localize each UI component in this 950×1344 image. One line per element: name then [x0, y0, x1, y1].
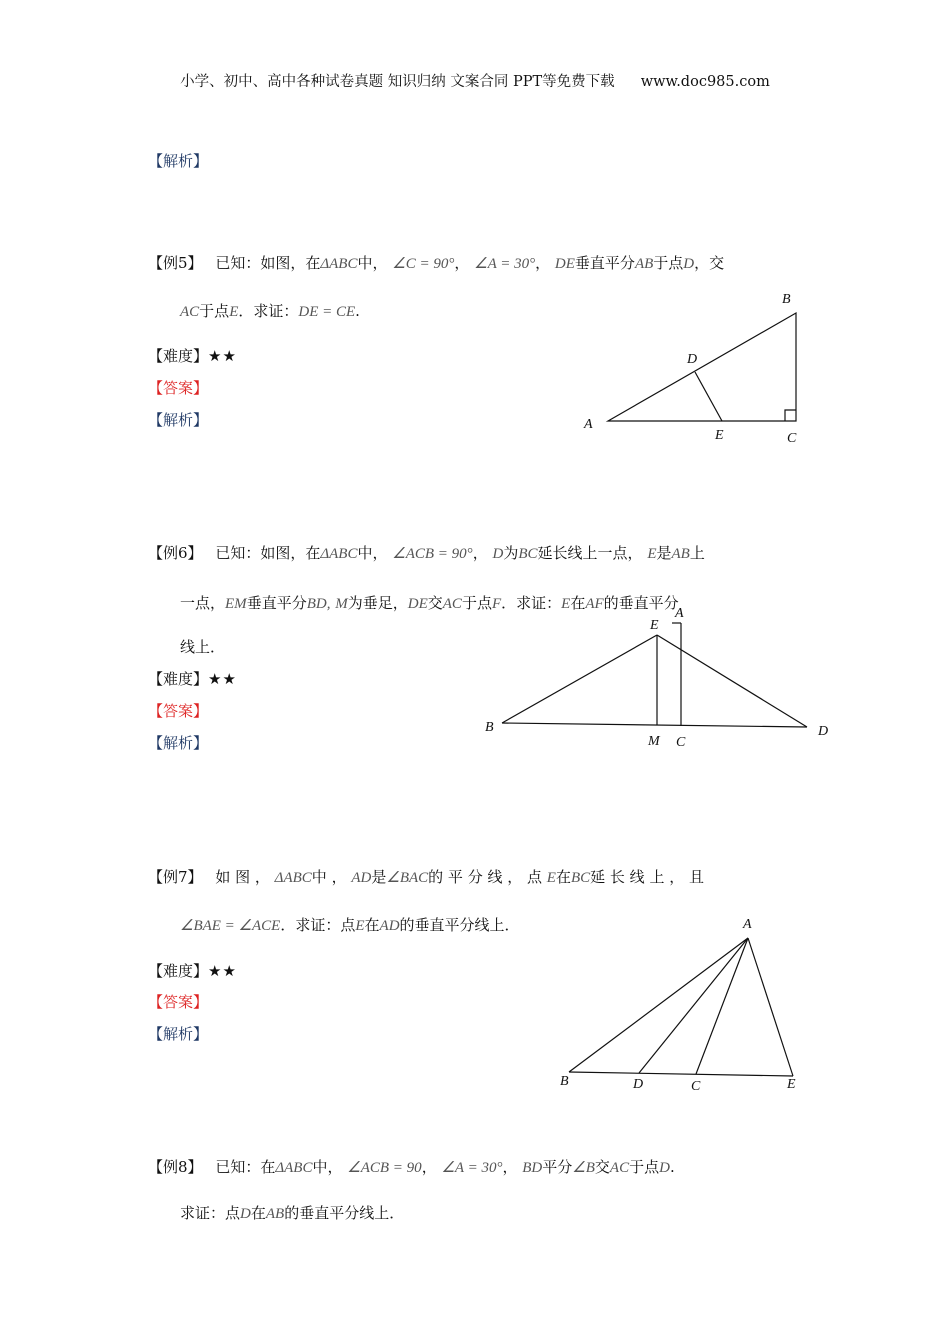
ex6-point-a: A: [675, 606, 684, 621]
ex5-point-b: B: [782, 292, 791, 307]
ex7-point-c: C: [691, 1079, 701, 1094]
page-header: [0, 70, 950, 91]
ex6-answer-label: 【答案】: [148, 702, 209, 720]
ex7-answer-label: 【答案】: [148, 993, 209, 1011]
ex5-point-e: E: [715, 428, 724, 443]
ex7-line2: ∠BAE = ∠ACE．求证：点E在AD的垂直平分线上．: [180, 916, 520, 934]
ex5-answer-label: 【答案】: [148, 379, 209, 397]
difficulty-stars: ★★: [208, 962, 237, 980]
ex7-point-b: B: [560, 1074, 569, 1089]
ex7-segment-ab: [569, 938, 748, 1072]
ex6-point-b: B: [485, 720, 494, 735]
ex5-point-d: D: [687, 352, 698, 367]
ex5-segment-de: [695, 372, 722, 421]
ex7-analysis-label: 【解析】: [148, 1025, 209, 1043]
ex7-point-d: D: [633, 1077, 644, 1092]
ex7-segment-ae: [748, 938, 793, 1076]
ex6-analysis-label: 【解析】: [148, 734, 209, 752]
ex5-figure: [570, 285, 820, 450]
ex6-segment-ed: [657, 635, 807, 727]
ex6-figure: [480, 605, 835, 750]
ex5-right-angle-mark: [785, 410, 796, 421]
ex5-point-c: C: [787, 431, 797, 446]
ex7-line1: 【例7】 如 图 ， ΔABC中 ， AD是∠BAC的 平 分 线 ， 点 E在BC延 长 线 上 ， 且: [148, 868, 704, 886]
ex7-line-be: [569, 1072, 793, 1076]
ex6-line1: 【例6】 已知：如图，在ΔABC中， ∠ACB = 90°， D为BC延长线上一点， E是AB上: [148, 544, 705, 562]
difficulty-stars: ★★: [208, 347, 237, 365]
ex6-point-d: D: [818, 724, 829, 739]
ex6-point-c: C: [676, 735, 686, 750]
ex5-triangle: [608, 313, 796, 421]
ex6-point-e: E: [650, 618, 659, 633]
analysis-label-top: 【解析】: [148, 152, 209, 170]
ex6-line3: 线上．: [180, 638, 226, 656]
ex6-difficulty: 【难度】★★: [148, 670, 237, 688]
ex7-point-e: E: [787, 1077, 796, 1092]
ex7-difficulty: 【难度】★★: [148, 962, 237, 980]
ex8-tag: 【例8】: [148, 1158, 203, 1176]
ex8-line1: 【例8】 已知：在ΔABC中， ∠ACB = 90， ∠A = 30°， BD平分∠B交AC于点D.: [148, 1158, 675, 1176]
ex7-segment-ad: [639, 938, 748, 1073]
ex8-line2: 求证：点D在AB的垂直平分线上．: [180, 1204, 405, 1222]
ex7-figure: [555, 910, 815, 1095]
ex7-tag: 【例7】: [148, 868, 203, 886]
ex6-point-m: M: [648, 734, 660, 749]
ex6-line2: 一点，EM垂直平分BD, M为垂足，DE交AC于点F．求证：E在AF的垂直平分: [180, 594, 679, 612]
ex5-line1: 【例5】 已知：如图，在ΔABC中， ∠C = 90°， ∠A = 30°， DE垂直平分AB于点D，交: [148, 254, 725, 272]
ex5-tag: 【例5】: [148, 254, 203, 272]
ex7-segment-ac: [696, 938, 748, 1074]
ex7-point-a: A: [743, 917, 752, 932]
ex5-line2: AC于点E．求证：DE = CE.: [180, 302, 360, 320]
ex5-point-a: A: [584, 417, 593, 432]
difficulty-stars: ★★: [208, 670, 237, 688]
ex6-line-bd: [502, 723, 807, 727]
ex5-difficulty: 【难度】★★: [148, 347, 237, 365]
ex5-analysis-label: 【解析】: [148, 411, 209, 429]
header-url: www.doc985.com: [640, 74, 770, 90]
ex6-tag: 【例6】: [148, 544, 203, 562]
header-text: 小学、初中、高中各种试卷真题 知识归纳 文案合同 PPT等免费下载: [180, 74, 615, 90]
ex6-segment-be: [502, 635, 657, 723]
